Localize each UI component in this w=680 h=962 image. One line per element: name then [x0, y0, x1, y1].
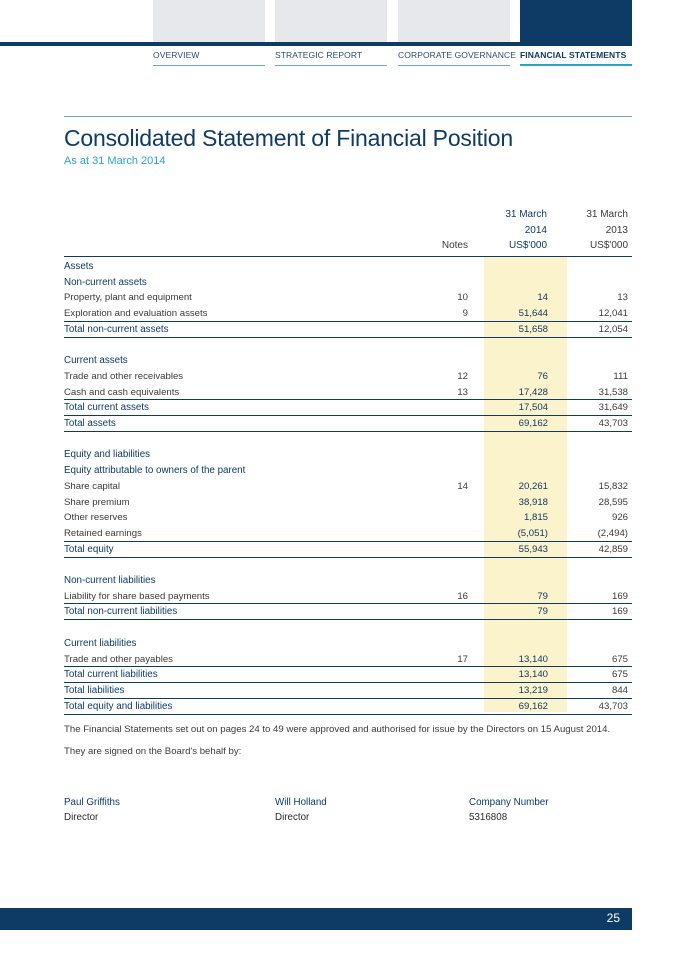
total-rule-top — [64, 603, 632, 604]
table-row — [64, 369, 632, 384]
section-heading-row — [64, 447, 632, 462]
nav-tab-block-overview — [153, 0, 265, 42]
row-label: Total non-current assets — [64, 323, 169, 335]
row-note: 17 — [457, 653, 468, 665]
total-row — [64, 604, 632, 619]
company-number-label: Company Number — [469, 797, 549, 808]
row-value-2014: 17,428 — [518, 386, 548, 398]
nav-underline — [153, 65, 265, 66]
nav-tab-corporate-governance[interactable]: CORPORATE GOVERNANCE — [398, 50, 517, 60]
total-rule-top — [64, 682, 632, 683]
total-rule-bottom — [64, 714, 632, 715]
total-rule-bottom — [64, 557, 632, 558]
row-label: Assets — [64, 261, 94, 272]
row-value-2013: 31,649 — [598, 402, 628, 414]
row-value-2013: 675 — [611, 669, 628, 681]
row-value-2013: 42,859 — [598, 543, 628, 555]
row-value-2014: 13,219 — [518, 684, 548, 696]
row-value-2014: 79 — [537, 590, 548, 602]
total-row — [64, 667, 632, 682]
nav-underline — [398, 65, 510, 66]
row-value-2013: 926 — [611, 512, 628, 524]
nav-underline-active — [520, 64, 632, 66]
section-heading-row — [64, 275, 632, 290]
row-value-2013: 169 — [611, 606, 628, 618]
title-divider — [64, 116, 632, 117]
row-label: Total current liabilities — [64, 669, 158, 681]
row-label: Trade and other receivables — [64, 370, 184, 382]
row-label: Share capital — [64, 480, 120, 492]
row-value-2013: 675 — [611, 653, 628, 665]
table-row — [64, 495, 632, 510]
header-current-year: 2014 — [524, 225, 547, 236]
signatory-name: Paul Griffiths — [64, 797, 120, 808]
row-value-2013: 169 — [611, 590, 628, 602]
row-label: Equity and liabilities — [64, 449, 151, 461]
row-label: Current liabilities — [64, 637, 137, 649]
total-row — [64, 416, 632, 431]
row-label: Share premium — [64, 496, 130, 508]
row-label: Total assets — [64, 418, 116, 429]
row-label: Non-current liabilities — [64, 575, 156, 586]
row-value-2014: 76 — [537, 370, 548, 382]
table-row — [64, 385, 632, 400]
total-rule-top — [64, 541, 632, 542]
total-rule-top — [64, 415, 632, 416]
total-row — [64, 699, 632, 714]
table-row — [64, 306, 632, 321]
row-label: Total equity — [64, 543, 114, 555]
total-rule-bottom — [64, 337, 632, 338]
signatory-name: Will Holland — [275, 797, 327, 808]
row-value-2014: 69,162 — [518, 700, 548, 712]
total-rule-top — [64, 321, 632, 322]
header-prior-month: 31 March — [586, 209, 628, 220]
header-bar — [0, 42, 632, 46]
section-heading-row — [64, 353, 632, 368]
nav-tab-strategic-report[interactable]: STRATEGIC REPORT — [275, 50, 363, 60]
row-label: Equity attributable to owners of the parent — [64, 465, 246, 477]
total-rule-top — [64, 666, 632, 667]
total-rule-bottom — [64, 431, 632, 432]
row-value-2013: (2,494) — [597, 527, 628, 539]
row-label: Property, plant and equipment — [64, 292, 192, 304]
footer-bar — [0, 908, 632, 930]
row-label: Non-current assets — [64, 276, 147, 288]
row-value-2013: 844 — [611, 684, 628, 696]
table-row — [64, 589, 632, 604]
row-value-2013: 111 — [613, 370, 628, 382]
nav-tab-overview[interactable]: OVERVIEW — [153, 50, 200, 60]
page-title: Consolidated Statement of Financial Position — [64, 125, 513, 151]
row-label: Total non-current liabilities — [64, 606, 178, 618]
row-label: Total current assets — [64, 402, 149, 414]
row-label: Exploration and evaluation assets — [64, 308, 208, 320]
row-label: Total liabilities — [64, 684, 125, 696]
row-value-2014: 14 — [537, 292, 548, 304]
company-number-value: 5316808 — [469, 812, 508, 823]
row-label: Trade and other payables — [64, 653, 173, 665]
row-value-2014: (5,051) — [517, 527, 548, 539]
row-value-2014: 13,140 — [518, 653, 548, 665]
row-value-2013: 12,041 — [598, 308, 628, 320]
row-value-2013: 15,832 — [598, 480, 628, 492]
row-value-2014: 51,658 — [518, 323, 548, 335]
nav-tab-block-strategic — [275, 0, 387, 42]
page-subtitle: As at 31 March 2014 — [64, 155, 166, 167]
row-note: 14 — [457, 480, 468, 492]
row-label: Current assets — [64, 355, 128, 367]
row-value-2013: 28,595 — [598, 496, 628, 508]
signatory-role: Director — [275, 812, 310, 823]
row-value-2014: 51,644 — [518, 308, 548, 320]
table-row — [64, 510, 632, 525]
row-note: 16 — [457, 590, 468, 602]
section-heading-row — [64, 573, 632, 588]
total-row — [64, 322, 632, 337]
row-value-2014: 55,943 — [518, 543, 548, 555]
total-row — [64, 683, 632, 698]
total-rule-top — [64, 399, 632, 400]
header-rule — [64, 256, 632, 257]
row-value-2013: 12,054 — [598, 323, 628, 335]
header-prior-unit: US$'000 — [589, 240, 628, 251]
approval-statement: The Financial Statements set out on pages 24 to 49 were approved and authorised for issue by the Directors on 15 August 2014. — [64, 724, 611, 735]
row-label: Liability for share based payments — [64, 590, 210, 602]
row-value-2013: 13 — [617, 292, 628, 304]
nav-tab-financial-statements[interactable]: FINANCIAL STATEMENTS — [520, 50, 627, 60]
nav-tab-block-financial — [520, 0, 632, 42]
total-row — [64, 542, 632, 557]
row-value-2014: 20,261 — [518, 480, 548, 492]
row-note: 13 — [457, 386, 468, 398]
row-value-2014: 69,162 — [518, 418, 548, 429]
row-value-2013: 43,703 — [598, 418, 628, 429]
header-current-month: 31 March — [505, 209, 547, 220]
total-rule-top — [64, 698, 632, 699]
row-label: Cash and cash equivalents — [64, 386, 180, 398]
header-notes: Notes — [441, 240, 468, 251]
table-row — [64, 290, 632, 305]
section-heading-row — [64, 636, 632, 651]
row-value-2014: 1,815 — [523, 512, 548, 524]
row-value-2013: 31,538 — [598, 386, 628, 398]
signatory-role: Director — [64, 812, 99, 823]
row-value-2013: 43,703 — [598, 700, 628, 712]
row-label: Other reserves — [64, 512, 128, 524]
row-note: 9 — [462, 308, 468, 320]
row-note: 12 — [457, 370, 468, 382]
row-value-2014: 79 — [537, 606, 548, 618]
header-prior-year: 2013 — [605, 225, 628, 236]
total-rule-bottom — [64, 619, 632, 620]
table-row — [64, 479, 632, 494]
signed-statement: They are signed on the Board's behalf by: — [64, 746, 242, 757]
section-heading-row — [64, 259, 632, 274]
row-value-2014: 17,504 — [518, 402, 548, 414]
table-row — [64, 526, 632, 541]
page-number: 25 — [606, 911, 620, 925]
row-label: Retained earnings — [64, 527, 142, 539]
section-heading-row — [64, 463, 632, 478]
nav-underline — [275, 65, 387, 66]
row-value-2014: 38,918 — [518, 496, 548, 508]
row-label: Total equity and liabilities — [64, 700, 173, 712]
total-row — [64, 400, 632, 415]
row-note: 10 — [457, 292, 468, 304]
nav-tab-block-governance — [398, 0, 510, 42]
row-value-2014: 13,140 — [518, 669, 548, 681]
header-current-unit: US$'000 — [508, 240, 547, 251]
table-row — [64, 652, 632, 667]
